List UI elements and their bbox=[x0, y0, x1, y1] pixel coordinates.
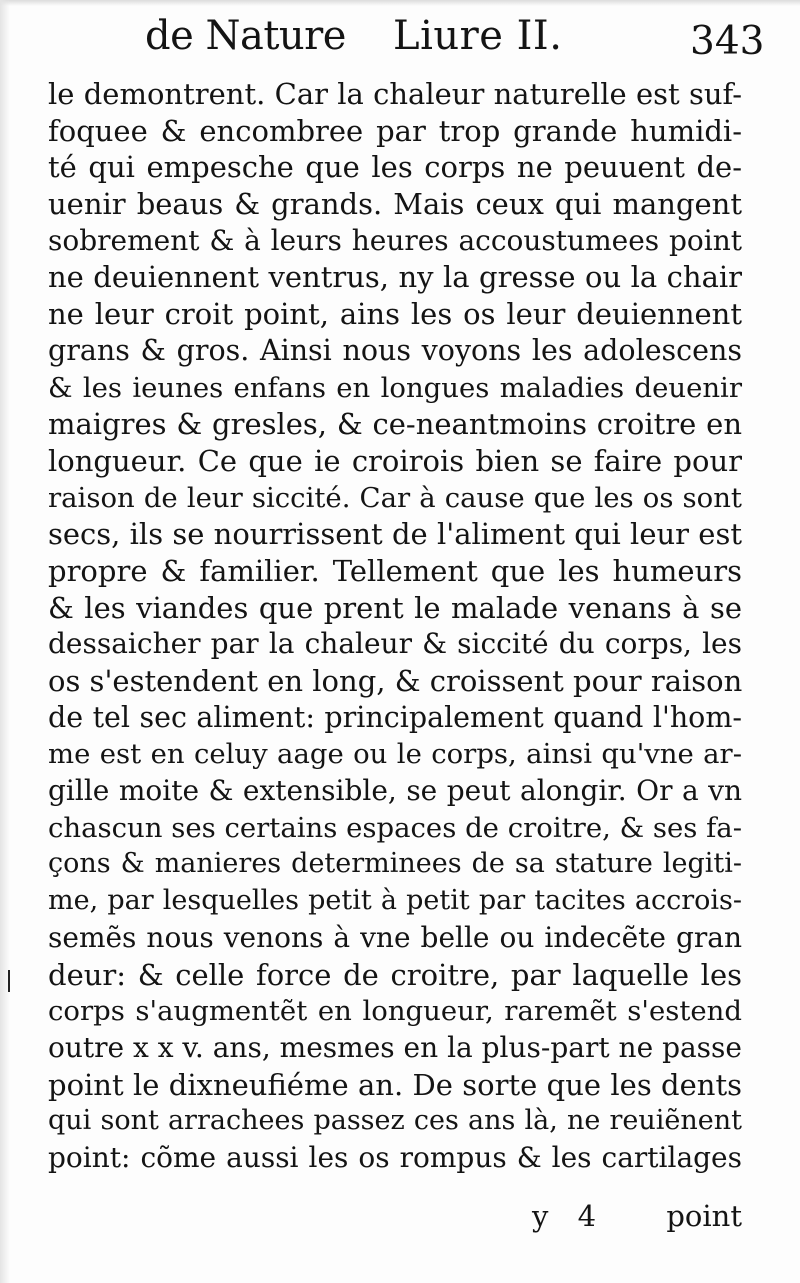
text-line: secs, ils se nourrissent de l'aliment qui leur est bbox=[48, 517, 742, 552]
text-line: me est en celuy aage ou le corps, ainsi qu'vne ar- bbox=[48, 738, 742, 771]
signature-mark: y 4 bbox=[532, 1199, 607, 1233]
text-line: qui sont arrachees passez ces ans là, ne reuiẽnent bbox=[48, 1105, 742, 1137]
text-line: os s'estendent en long, & croissent pour raison bbox=[48, 664, 743, 698]
text-line: & les ieunes enfans en longues maladies deuenir bbox=[48, 371, 742, 404]
text-line: & les viandes que prent le malade venans à se bbox=[48, 590, 742, 625]
catchline bbox=[48, 1196, 742, 1236]
text-line: point le dixneufiéme an. De sorte que les dents bbox=[48, 1067, 742, 1102]
text-line: ne deuiennent ventrus, ny la gresse ou la chair bbox=[48, 260, 742, 295]
catchword: point bbox=[666, 1199, 742, 1233]
running-head-book: Liure II. bbox=[393, 13, 563, 59]
text-line: maigres & gresles, & ce-neantmoins croitre en bbox=[48, 407, 742, 442]
text-line: propre & familier. Tellement que les humeurs bbox=[48, 553, 742, 588]
text-line: corps s'augmentẽt en longueur, raremẽt s'estend bbox=[48, 995, 742, 1028]
running-head-title: de Nature bbox=[145, 13, 346, 59]
text-line: çons & manieres determinees de sa stature legiti- bbox=[48, 848, 742, 880]
text-line: longueur. Ce que ie croirois bien se faire pour bbox=[48, 443, 742, 478]
text-line: ne leur croit point, ains les os leur deuiennent bbox=[48, 297, 742, 332]
scan-shadow-left bbox=[0, 0, 10, 1283]
text-line: foquee & encombree par trop grande humidi- bbox=[48, 113, 742, 148]
text-line: deur: & celle force de croitre, par laquelle les bbox=[48, 957, 742, 992]
text-line: point: cõme aussi les os rompus & les cartilages bbox=[48, 1140, 742, 1174]
text-line: dessaicher par la chaleur & siccité du corps, les bbox=[48, 627, 742, 661]
text-line: le demontrent. Car la chaleur naturelle est suf- bbox=[48, 77, 742, 111]
page-number: 343 bbox=[690, 19, 765, 64]
body-text bbox=[48, 76, 742, 1177]
text-line: outre x x v. ans, mesmes en la plus-part ne passe bbox=[48, 1030, 742, 1064]
text-line: raison de leur siccité. Car à cause que les os sont bbox=[48, 481, 742, 514]
text-line: gille moite & extensible, se peut alongir. Or a vn bbox=[48, 774, 742, 808]
scan-edge-mark bbox=[8, 970, 10, 992]
text-line: té qui empesche que les corps ne peuuent de- bbox=[48, 150, 742, 185]
text-line: uenir beaus & grands. Mais ceux qui mangent bbox=[48, 187, 742, 222]
text-line: sobrement & à leurs heures accoustumees point bbox=[48, 223, 742, 257]
text-line: chascun ses certains espaces de croitre, & ses fa- bbox=[48, 811, 742, 844]
running-head bbox=[0, 0, 800, 80]
text-line: me, par lesquelles petit à petit par tacites accrois- bbox=[48, 885, 742, 917]
text-line: de tel sec aliment: principalement quand l'hom- bbox=[48, 700, 742, 734]
text-line: grans & gros. Ainsi nous voyons les adolescens bbox=[48, 333, 742, 367]
text-line: semẽs nous venons à vne belle ou indecẽte gran bbox=[48, 920, 742, 954]
